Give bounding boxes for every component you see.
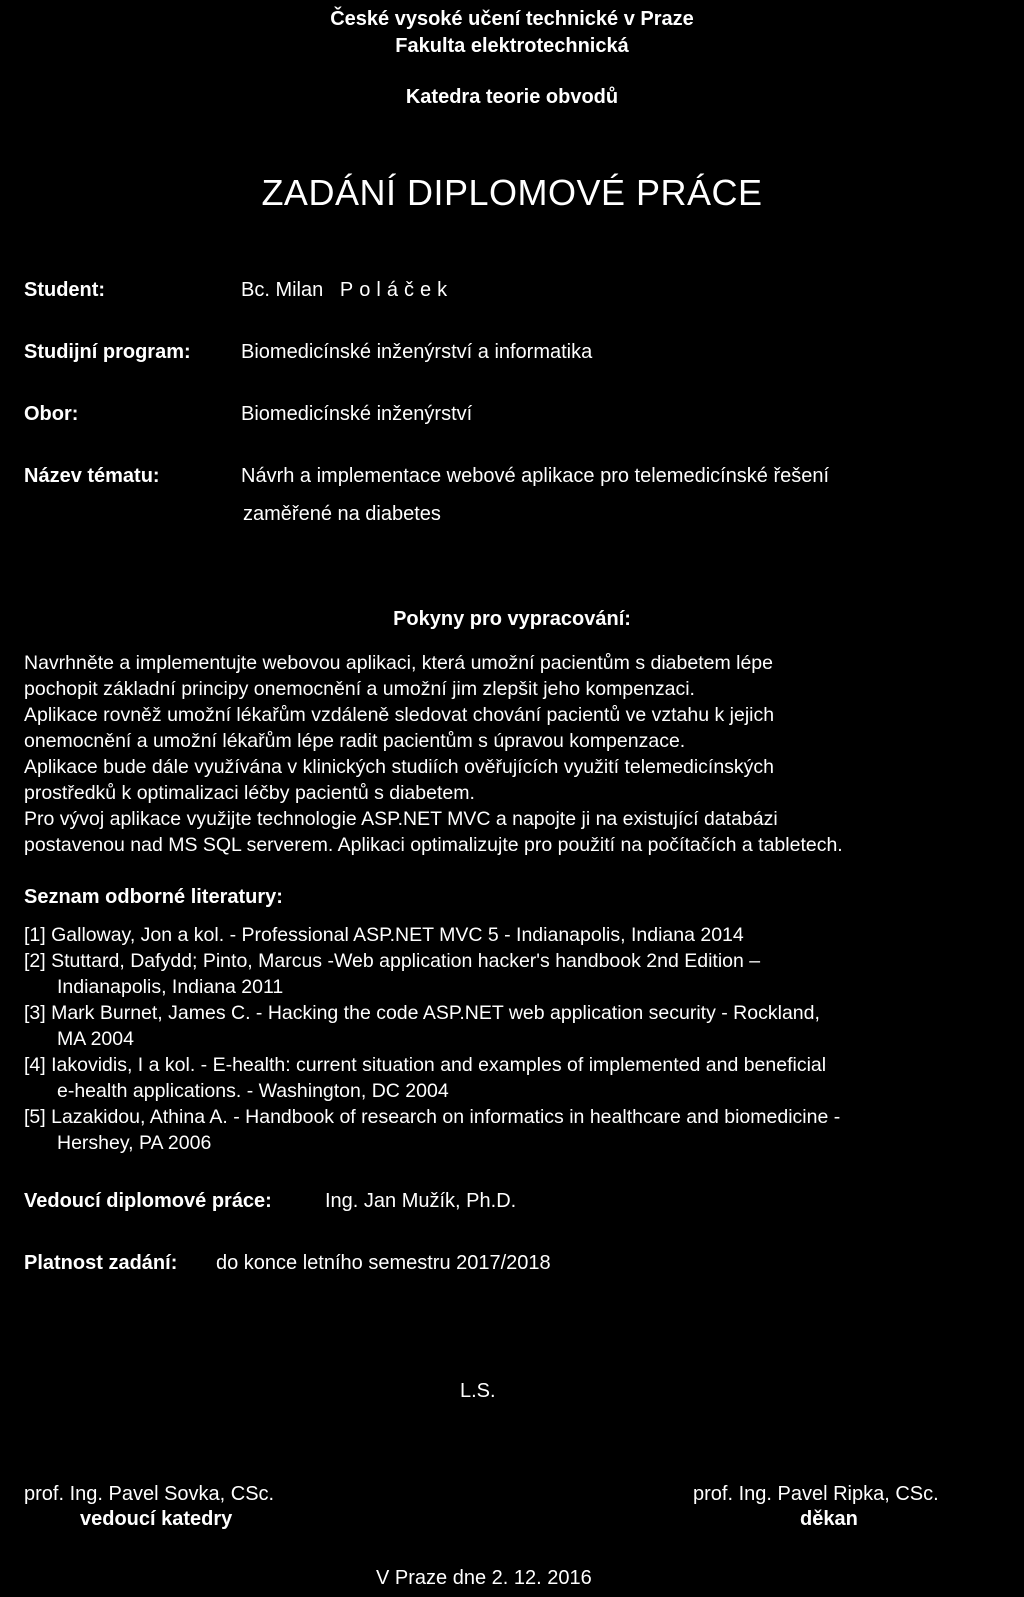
instructions-body [24,650,843,858]
page-title: ZADÁNÍ DIPLOMOVÉ PRÁCE [261,172,763,213]
validity-label: Platnost zadání: [24,1252,178,1274]
student-surname: Poláček [339,279,454,301]
student-value [241,279,453,302]
faculty-name: Fakulta elektrotechnická [395,35,629,57]
department-name: Katedra teorie obvodů [405,86,619,108]
instructions-line: Aplikace rovněž umožní lékařům vzdáleně sledovat chování pacientů ve vztahu k jejich [24,704,775,726]
literature-heading: Seznam odborné literatury: [24,886,283,908]
seal-mark: L.S. [460,1380,496,1402]
program-label: Studijní program: [24,341,191,363]
reference-item: [3] Mark Burnet, James C. - Hacking the code ASP.NET web application security - Rockland, [24,1002,820,1024]
student-label: Student: [24,279,106,301]
instructions-line: Navrhněte a implementujte webovou aplikaci, která umožní pacientům s diabetem lépe [24,652,773,674]
student-prefix: Bc. Milan [241,279,324,301]
instructions-heading: Pokyny pro vypracování: [393,608,631,630]
instructions-line: prostředků k optimalizaci léčby pacientů s diabetem. [24,782,475,804]
reference-item-cont: Hershey, PA 2006 [57,1132,212,1154]
university-name: České vysoké učení technické v Praze [330,8,694,30]
supervisor-value: Ing. Jan Mužík, Ph.D. [325,1190,517,1212]
reference-item: [1] Galloway, Jon a kol. - Professional ASP.NET MVC 5 - Indianapolis, Indiana 2014 [24,924,744,946]
reference-item-cont: Indianapolis, Indiana 2011 [57,976,284,998]
reference-item: [5] Lazakidou, Athina A. - Handbook of research on informatics in healthcare and biomedicine - [24,1106,841,1128]
instructions-line: Aplikace bude dále využívána v klinických studiích ověřujících využití telemedicínských [24,756,775,778]
reference-item-cont: MA 2004 [57,1028,134,1050]
reference-item: [2] Stuttard, Dafydd; Pinto, Marcus -Web application hacker's handbook 2nd Edition – [24,950,761,972]
signature-right-role: děkan [800,1508,858,1530]
topic-line-2: zaměřené na diabetes [243,503,441,525]
obor-value: Biomedicínské inženýrství [241,403,473,425]
literature-list [24,922,840,1156]
date-line: V Praze dne 2. 12. 2016 [376,1567,592,1589]
topic-label: Název tématu: [24,465,160,487]
signature-left-role: vedoucí katedry [80,1508,233,1530]
validity-value: do konce letního semestru 2017/2018 [216,1252,551,1274]
instructions-line: Pro vývoj aplikace využijte technologie ASP.NET MVC a napojte ji na existující databázi [24,808,778,830]
instructions-line: postavenou nad MS SQL serverem. Aplikaci optimalizujte pro použití na počítačích a tabletech. [24,834,843,856]
program-value: Biomedicínské inženýrství a informatika [241,341,593,363]
reference-item: [4] Iakovidis, I a kol. - E-health: current situation and examples of implemented and beneficial [24,1054,827,1076]
supervisor-label: Vedoucí diplomové práce: [24,1190,272,1212]
obor-label: Obor: [24,403,79,425]
topic-line-1: Návrh a implementace webové aplikace pro telemedicínské řešení [241,465,830,487]
instructions-line: pochopit základní principy onemocnění a umožní jim zlepšit jeho kompenzaci. [24,678,695,700]
reference-item-cont: e-health applications. - Washington, DC 2004 [57,1080,449,1102]
instructions-line: onemocnění a umožní lékařům lépe radit pacientům s úpravou kompenzace. [24,730,686,752]
signature-right-name: prof. Ing. Pavel Ripka, CSc. [693,1483,939,1505]
signature-left-name: prof. Ing. Pavel Sovka, CSc. [24,1483,275,1505]
